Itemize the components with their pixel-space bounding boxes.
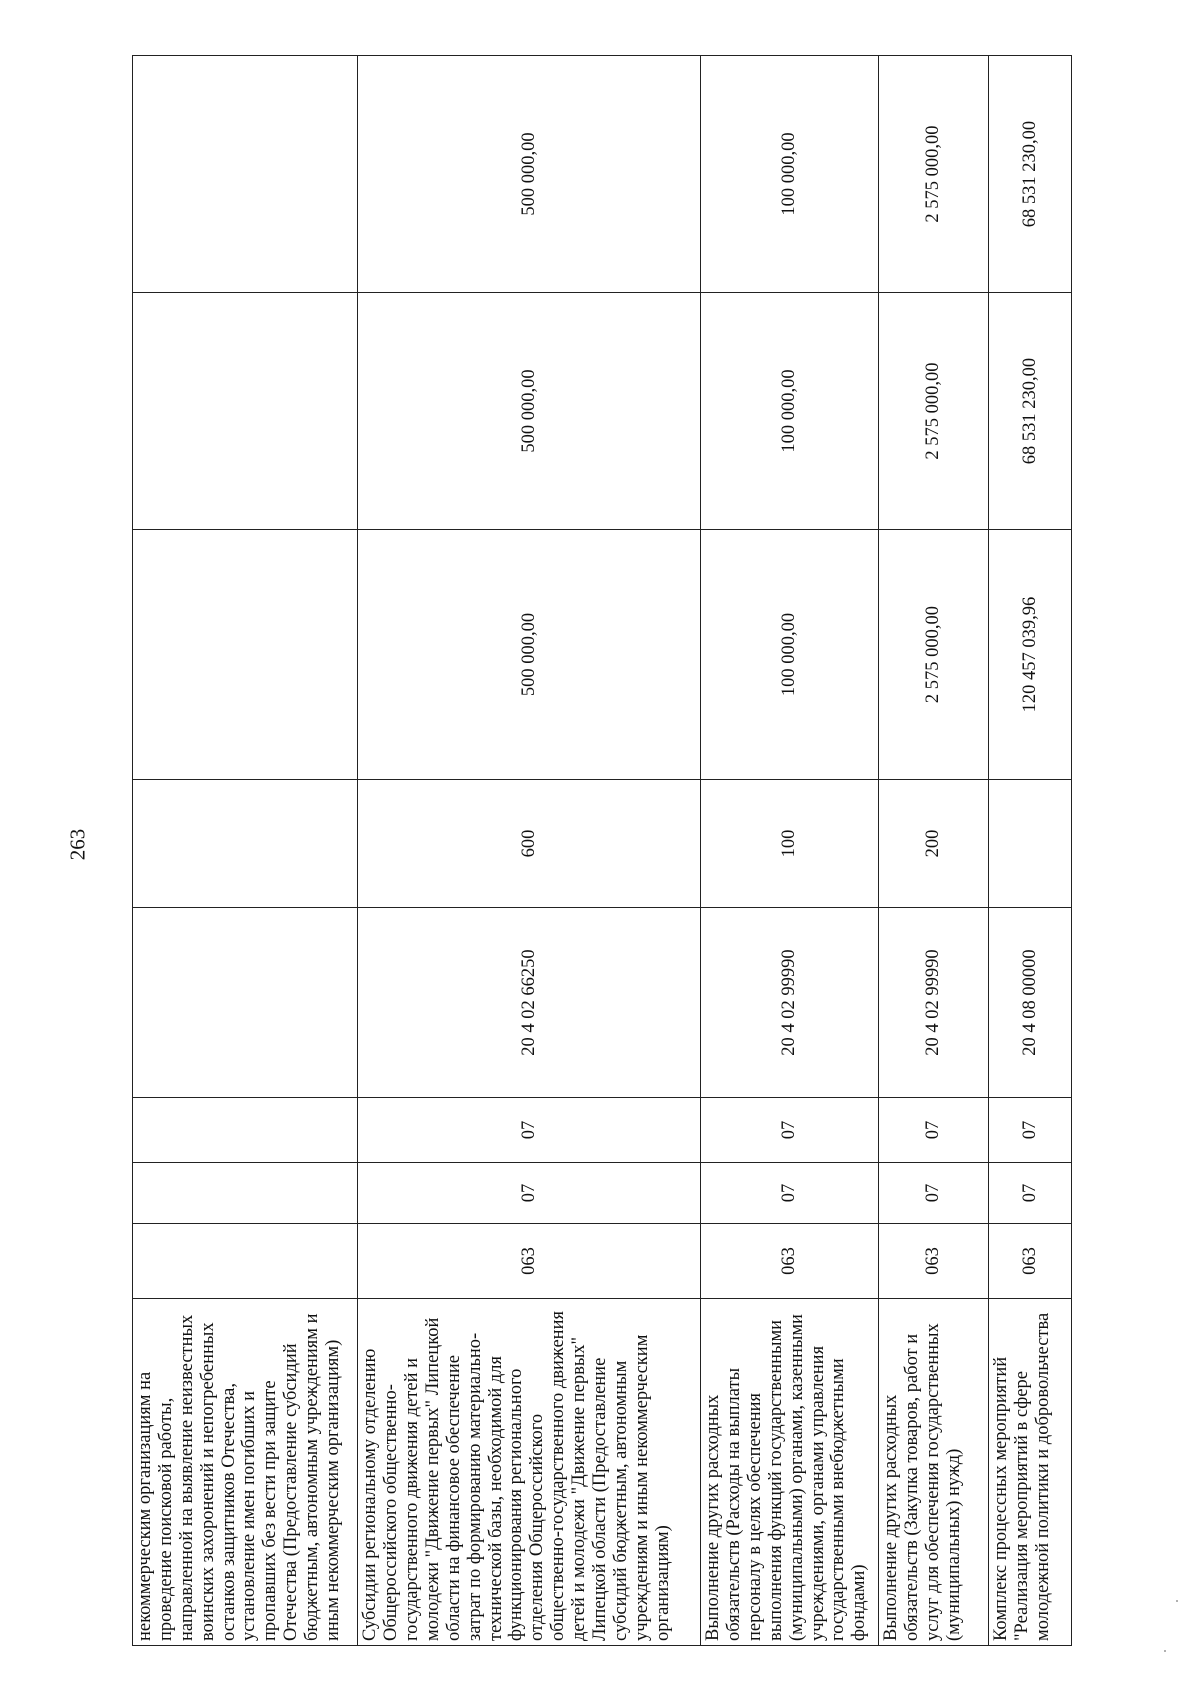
subsection-code-cell: 07 — [989, 1098, 1072, 1163]
amount-cell-2024: 100 000,00 — [701, 530, 879, 780]
row-description: Субсидии региональному отделению Общероссийского общественно-государственного движения детей и молодежи "Движение первых" Липецкой области на финансовое обеспечение затрат по формированию материально-технической базы, необходимой для функционирования регионального отделения Общероссийского общественно-государственного движения детей и молодежи "Движение первых" Липецкой области (Предоставление субсидий бюджетным, автономным учреждениям и иным некоммерческим организациям) — [358, 1299, 701, 1646]
expense-type-cell: 100 — [701, 780, 879, 908]
amount-cell-2026 — [133, 56, 358, 293]
amount-cell-2026: 68 531 230,00 — [989, 56, 1072, 293]
scan-speck — [1164, 1650, 1166, 1652]
amount-cell-2025 — [133, 293, 358, 530]
target-article-cell: 20 4 02 66250 — [358, 908, 701, 1098]
row-description: Выполнение других расходных обязательств (Расходы на выплаты персоналу в целях обеспечения выполнения функций государственными (муниципальными) органами, казенными учреждениями, органами управления государственными внебюджетными фондами) — [701, 1299, 879, 1646]
amount-cell-2024: 120 457 039,96 — [989, 530, 1072, 780]
section-code-cell: 07 — [878, 1163, 989, 1224]
page-number: 263 — [65, 828, 90, 861]
budget-table — [132, 55, 1072, 1646]
amount-cell-2024 — [133, 530, 358, 780]
amount-cell-2026: 100 000,00 — [701, 56, 879, 293]
ministry-code-cell: 063 — [878, 1224, 989, 1299]
expense-type-cell — [133, 780, 358, 908]
amount-cell-2025: 500 000,00 — [358, 293, 701, 530]
table-row — [989, 56, 1072, 1646]
row-description: Комплекс процессных мероприятий "Реализация мероприятий в сфере молодежной политики и добровольчества — [989, 1299, 1072, 1646]
table-row — [701, 56, 879, 1646]
expense-type-cell: 200 — [878, 780, 989, 908]
ministry-code-cell: 063 — [701, 1224, 879, 1299]
section-code-cell: 07 — [989, 1163, 1072, 1224]
rotated-table-container — [132, 56, 1072, 1646]
expense-type-cell: 600 — [358, 780, 701, 908]
amount-cell-2026: 500 000,00 — [358, 56, 701, 293]
target-article-cell: 20 4 08 00000 — [989, 908, 1072, 1098]
subsection-code-cell — [133, 1098, 358, 1163]
amount-cell-2024: 2 575 000,00 — [878, 530, 989, 780]
table-row — [878, 56, 989, 1646]
scan-speck — [1176, 1600, 1178, 1602]
section-code-cell: 07 — [358, 1163, 701, 1224]
ministry-code-cell: 063 — [358, 1224, 701, 1299]
section-code-cell: 07 — [701, 1163, 879, 1224]
subsection-code-cell: 07 — [701, 1098, 879, 1163]
amount-cell-2025: 100 000,00 — [701, 293, 879, 530]
table-row — [358, 56, 701, 1646]
table-row — [133, 56, 358, 1646]
amount-cell-2025: 2 575 000,00 — [878, 293, 989, 530]
target-article-cell — [133, 908, 358, 1098]
row-description: Выполнение других расходных обязательств (Закупка товаров, работ и услуг для обеспечения государственных (муниципальных) нужд) — [878, 1299, 989, 1646]
amount-cell-2025: 68 531 230,00 — [989, 293, 1072, 530]
amount-cell-2024: 500 000,00 — [358, 530, 701, 780]
ministry-code-cell: 063 — [989, 1224, 1072, 1299]
subsection-code-cell: 07 — [878, 1098, 989, 1163]
subsection-code-cell: 07 — [358, 1098, 701, 1163]
target-article-cell: 20 4 02 99990 — [701, 908, 879, 1098]
section-code-cell — [133, 1163, 358, 1224]
target-article-cell: 20 4 02 99990 — [878, 908, 989, 1098]
ministry-code-cell — [133, 1224, 358, 1299]
amount-cell-2026: 2 575 000,00 — [878, 56, 989, 293]
row-description: некоммерческим организациям на проведение поисковой работы, направленной на выявление неизвестных воинских захоронений и непогребенных останков защитников Отечества, установление имен погибших и пропавших без вести при защите Отечества (Предоставление субсидий бюджетным, автономным учреждениям и иным некоммерческим организациям) — [133, 1299, 358, 1646]
expense-type-cell — [989, 780, 1072, 908]
